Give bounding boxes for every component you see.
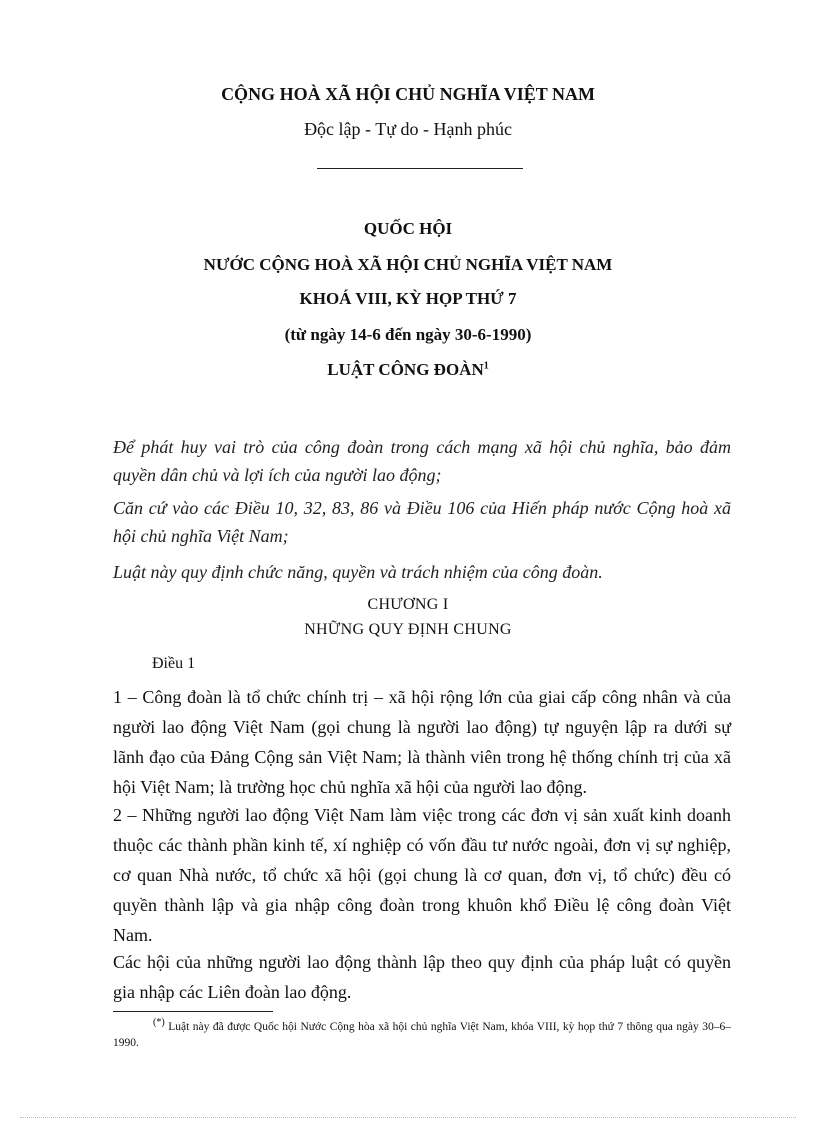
footnote-mark: (*) bbox=[153, 1017, 165, 1029]
footnote-separator bbox=[113, 1011, 273, 1012]
date-range-line: (từ ngày 14-6 đến ngày 30-6-1990) bbox=[284, 325, 532, 344]
page-bottom-edge bbox=[20, 1117, 796, 1118]
article-label: Điều 1 bbox=[152, 655, 196, 672]
country-line: NƯỚC CỘNG HOÀ XÃ HỘI CHỦ NGHĨA VIỆT NAM bbox=[203, 255, 613, 274]
assembly-line: QUỐC HỘI bbox=[363, 219, 453, 238]
preamble-paragraph-1: Để phát huy vai trò của công đoàn trong cách mạng xã hội chủ nghĩa, bảo đảm quyền dân chủ và lợi ích của người lao động; bbox=[113, 437, 731, 485]
article-paragraph-3: Các hội của những người lao động thành lập theo quy định của pháp luật có quyền gia nhập các Liên đoàn lao động. bbox=[113, 952, 731, 1002]
session-line: KHOÁ VIII, KỲ HỌP THỨ 7 bbox=[299, 289, 517, 308]
motto: Độc lập - Tự do - Hạnh phúc bbox=[304, 119, 512, 139]
article-paragraph-1: 1 – Công đoàn là tổ chức chính trị – xã hội rộng lớn của giai cấp công nhân và của người lao động Việt Nam (gọi chung là người lao động) tự nguyện lập ra dưới sự lãnh đạo của Đảng Cộng sản Việt Nam; là thành viên trong hệ thống chính trị của xã hội Việt Nam; là trường học chủ nghĩa xã hội của người lao động. bbox=[113, 687, 731, 797]
header-rule bbox=[317, 168, 523, 169]
chapter-number: CHƯƠNG I bbox=[367, 596, 449, 613]
law-title-text: LUẬT CÔNG ĐOÀN bbox=[327, 360, 484, 379]
law-title bbox=[0, 360, 816, 380]
title-footnote-mark[interactable]: 1 bbox=[483, 360, 489, 372]
preamble-paragraph-2: Căn cứ vào các Điều 10, 32, 83, 86 và Điều 106 của Hiến pháp nước Cộng hoà xã hội chủ nghĩa Việt Nam; bbox=[113, 498, 731, 546]
article-paragraph-2: 2 – Những người lao động Việt Nam làm việc trong các đơn vị sản xuất kinh doanh thuộc các thành phần kinh tế, xí nghiệp có vốn đầu tư nước ngoài, đơn vị sự nghiệp, cơ quan Nhà nước, tổ chức xã hội (gọi chung là cơ quan, đơn vị, tổ chức) đều có quyền thành lập và gia nhập công đoàn trong khuôn khổ Điều lệ công đoàn Việt Nam. bbox=[113, 805, 731, 945]
footnote-text: Luật này đã được Quốc hội Nước Cộng hòa xã hội chủ nghĩa Việt Nam, khóa VIII, kỳ họp thứ 7 thông qua ngày 30–6–1990. bbox=[113, 1021, 732, 1049]
chapter-name: NHỮNG QUY ĐỊNH CHUNG bbox=[304, 621, 512, 638]
nation-heading: CỘNG HOÀ XÃ HỘI CHỦ NGHĨA VIỆT NAM bbox=[221, 84, 595, 104]
footnote bbox=[113, 1019, 731, 1051]
preamble-paragraph-3: Luật này quy định chức năng, quyền và trách nhiệm của công đoàn. bbox=[113, 562, 603, 582]
